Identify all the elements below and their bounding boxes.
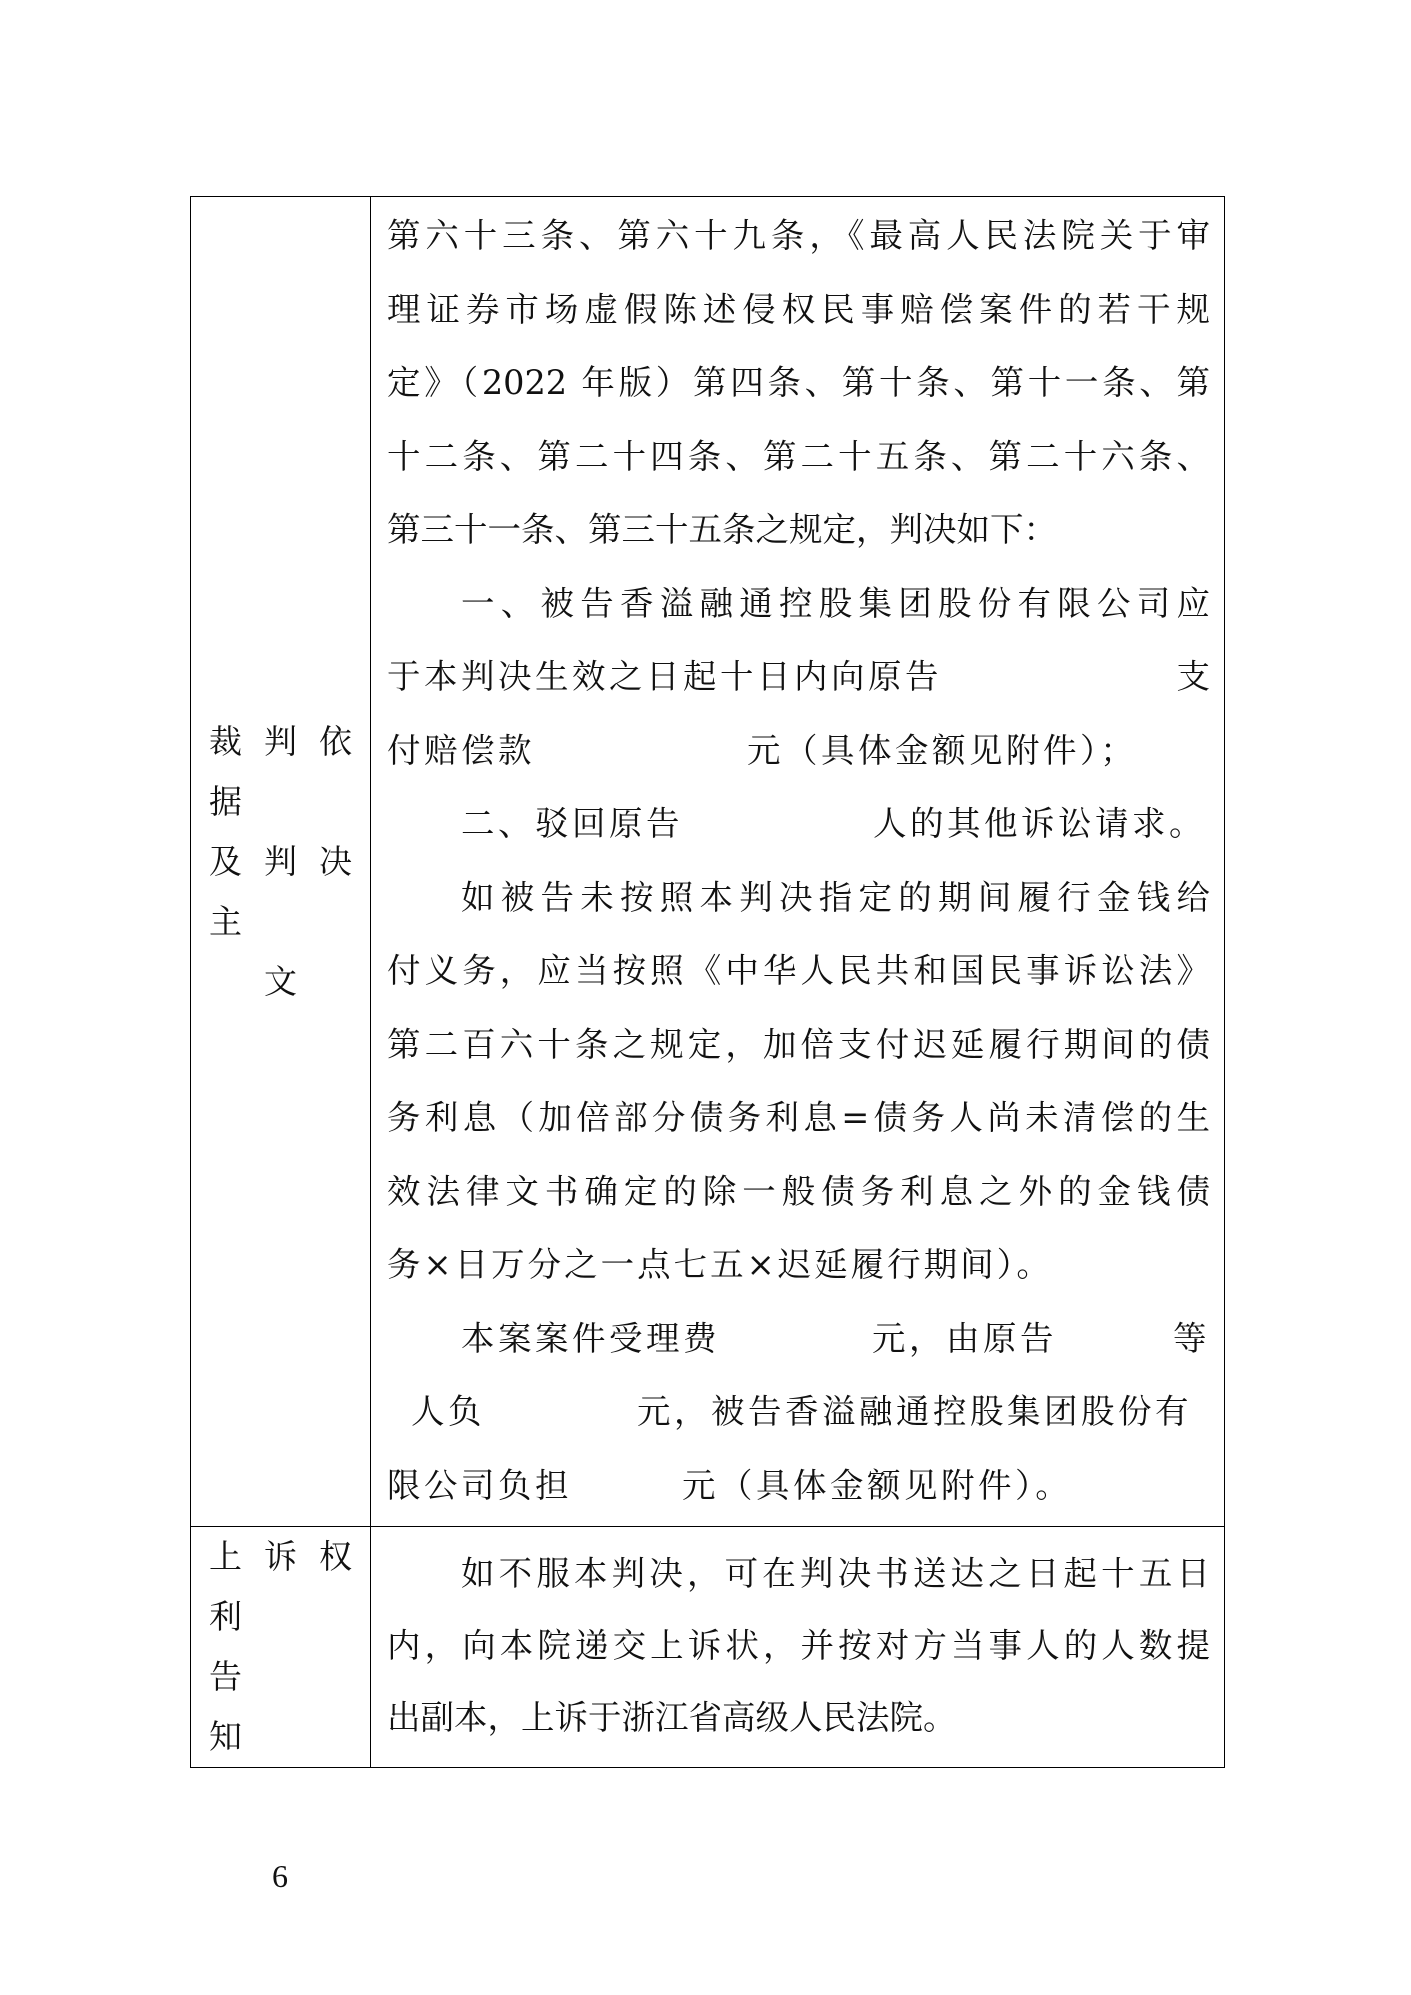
- fee-text-mid: 元，由原告: [872, 1318, 1057, 1358]
- appeal-label: [191, 1527, 370, 1767]
- appeal-row: [191, 1527, 1225, 1768]
- fee-line: [387, 1449, 1210, 1523]
- fee-company-text-end: 元（具体金额见附件）。: [682, 1465, 1073, 1505]
- verdict-item-2-text: 二、驳回原告: [461, 804, 683, 843]
- appeal-line: 如不服本判决，可在判决书送达之日起十五日: [461, 1554, 1210, 1593]
- fee-line: [387, 1302, 1210, 1376]
- appeal-label-line-2: 告 知: [209, 1657, 320, 1756]
- appeal-label-cell: [191, 1527, 371, 1768]
- judgment-label-cell: [191, 197, 371, 1527]
- verdict-item-2-text-end: 人的其他诉讼请求。: [873, 804, 1206, 843]
- fee-text: 本案案件受理费: [461, 1318, 720, 1358]
- appeal-line: 出副本，上诉于浙江省高级人民法院。: [387, 1698, 957, 1737]
- enforcement-line: 第二百六十条之规定，加倍支付迟延履行期间的债: [387, 1024, 1210, 1064]
- judgment-label-line-3: 文: [264, 961, 301, 1001]
- enforcement-line: 务×日万分之一点七五×迟延履行期间）。: [387, 1245, 1053, 1284]
- fee-burden-text: 人负: [411, 1392, 485, 1431]
- verdict-item-1-line: [387, 714, 1210, 788]
- fee-company-text: 限公司负担: [387, 1465, 572, 1505]
- page-number: 6: [272, 1858, 288, 1894]
- enforcement-line: 效法律文书确定的除一般债务利息之外的金钱债: [387, 1171, 1210, 1211]
- verdict-item-1-line: 一、被告香溢融通控股集团股份有限公司应: [461, 583, 1210, 623]
- compensation-amount-text: 元（具体金额见附件）；: [747, 730, 1138, 770]
- appeal-line: 内，向本院递交上诉状，并按对方当事人的人数提: [387, 1626, 1210, 1665]
- judgment-line: 第三十一条、第三十五条之规定，判决如下：: [387, 510, 1057, 549]
- judgment-line: 十二条、第二十四条、第二十五条、第二十六条、: [387, 436, 1210, 476]
- judgment-label: [191, 712, 370, 1012]
- enforcement-line: 付义务，应当按照《中华人民共和国民事诉讼法》: [387, 951, 1210, 990]
- verdict-item-2-line: [387, 787, 1210, 861]
- fee-text-end: 等: [1173, 1318, 1210, 1358]
- verdict-item-1-line: [387, 640, 1210, 714]
- judgment-label-line-2: 及判决主: [209, 841, 356, 941]
- judgment-table: [190, 196, 1225, 1768]
- fee-burden-text-end: 元，被告香溢融通控股集团股份有: [637, 1392, 1192, 1431]
- verdict-item-1-text: 于本判决生效之日起十日内向原告: [387, 657, 942, 696]
- verdict-item-1-text-end: 支: [1176, 657, 1210, 696]
- fee-line: [387, 1375, 1210, 1449]
- judgment-content-cell: [371, 197, 1225, 1527]
- compensation-label: 付赔偿款: [387, 730, 535, 770]
- appeal-label-line-1: 上诉权利: [209, 1537, 356, 1636]
- judgment-label-line-1: 裁判依据: [209, 721, 356, 821]
- enforcement-line: 如被告未按照本判决指定的期间履行金钱给: [461, 877, 1210, 917]
- judgment-line: 定》（2022 年版）第四条、第十条、第十一条、第: [387, 363, 1210, 402]
- judgment-row: [191, 197, 1225, 1527]
- judgment-line: 第六十三条、第六十九条，《最高人民法院关于审: [387, 216, 1210, 255]
- enforcement-line: 务利息（加倍部分债务利息=债务人尚未清偿的生: [387, 1098, 1210, 1137]
- judgment-line: 理证券市场虚假陈述侵权民事赔偿案件的若干规: [387, 289, 1210, 329]
- appeal-content-cell: [371, 1527, 1225, 1768]
